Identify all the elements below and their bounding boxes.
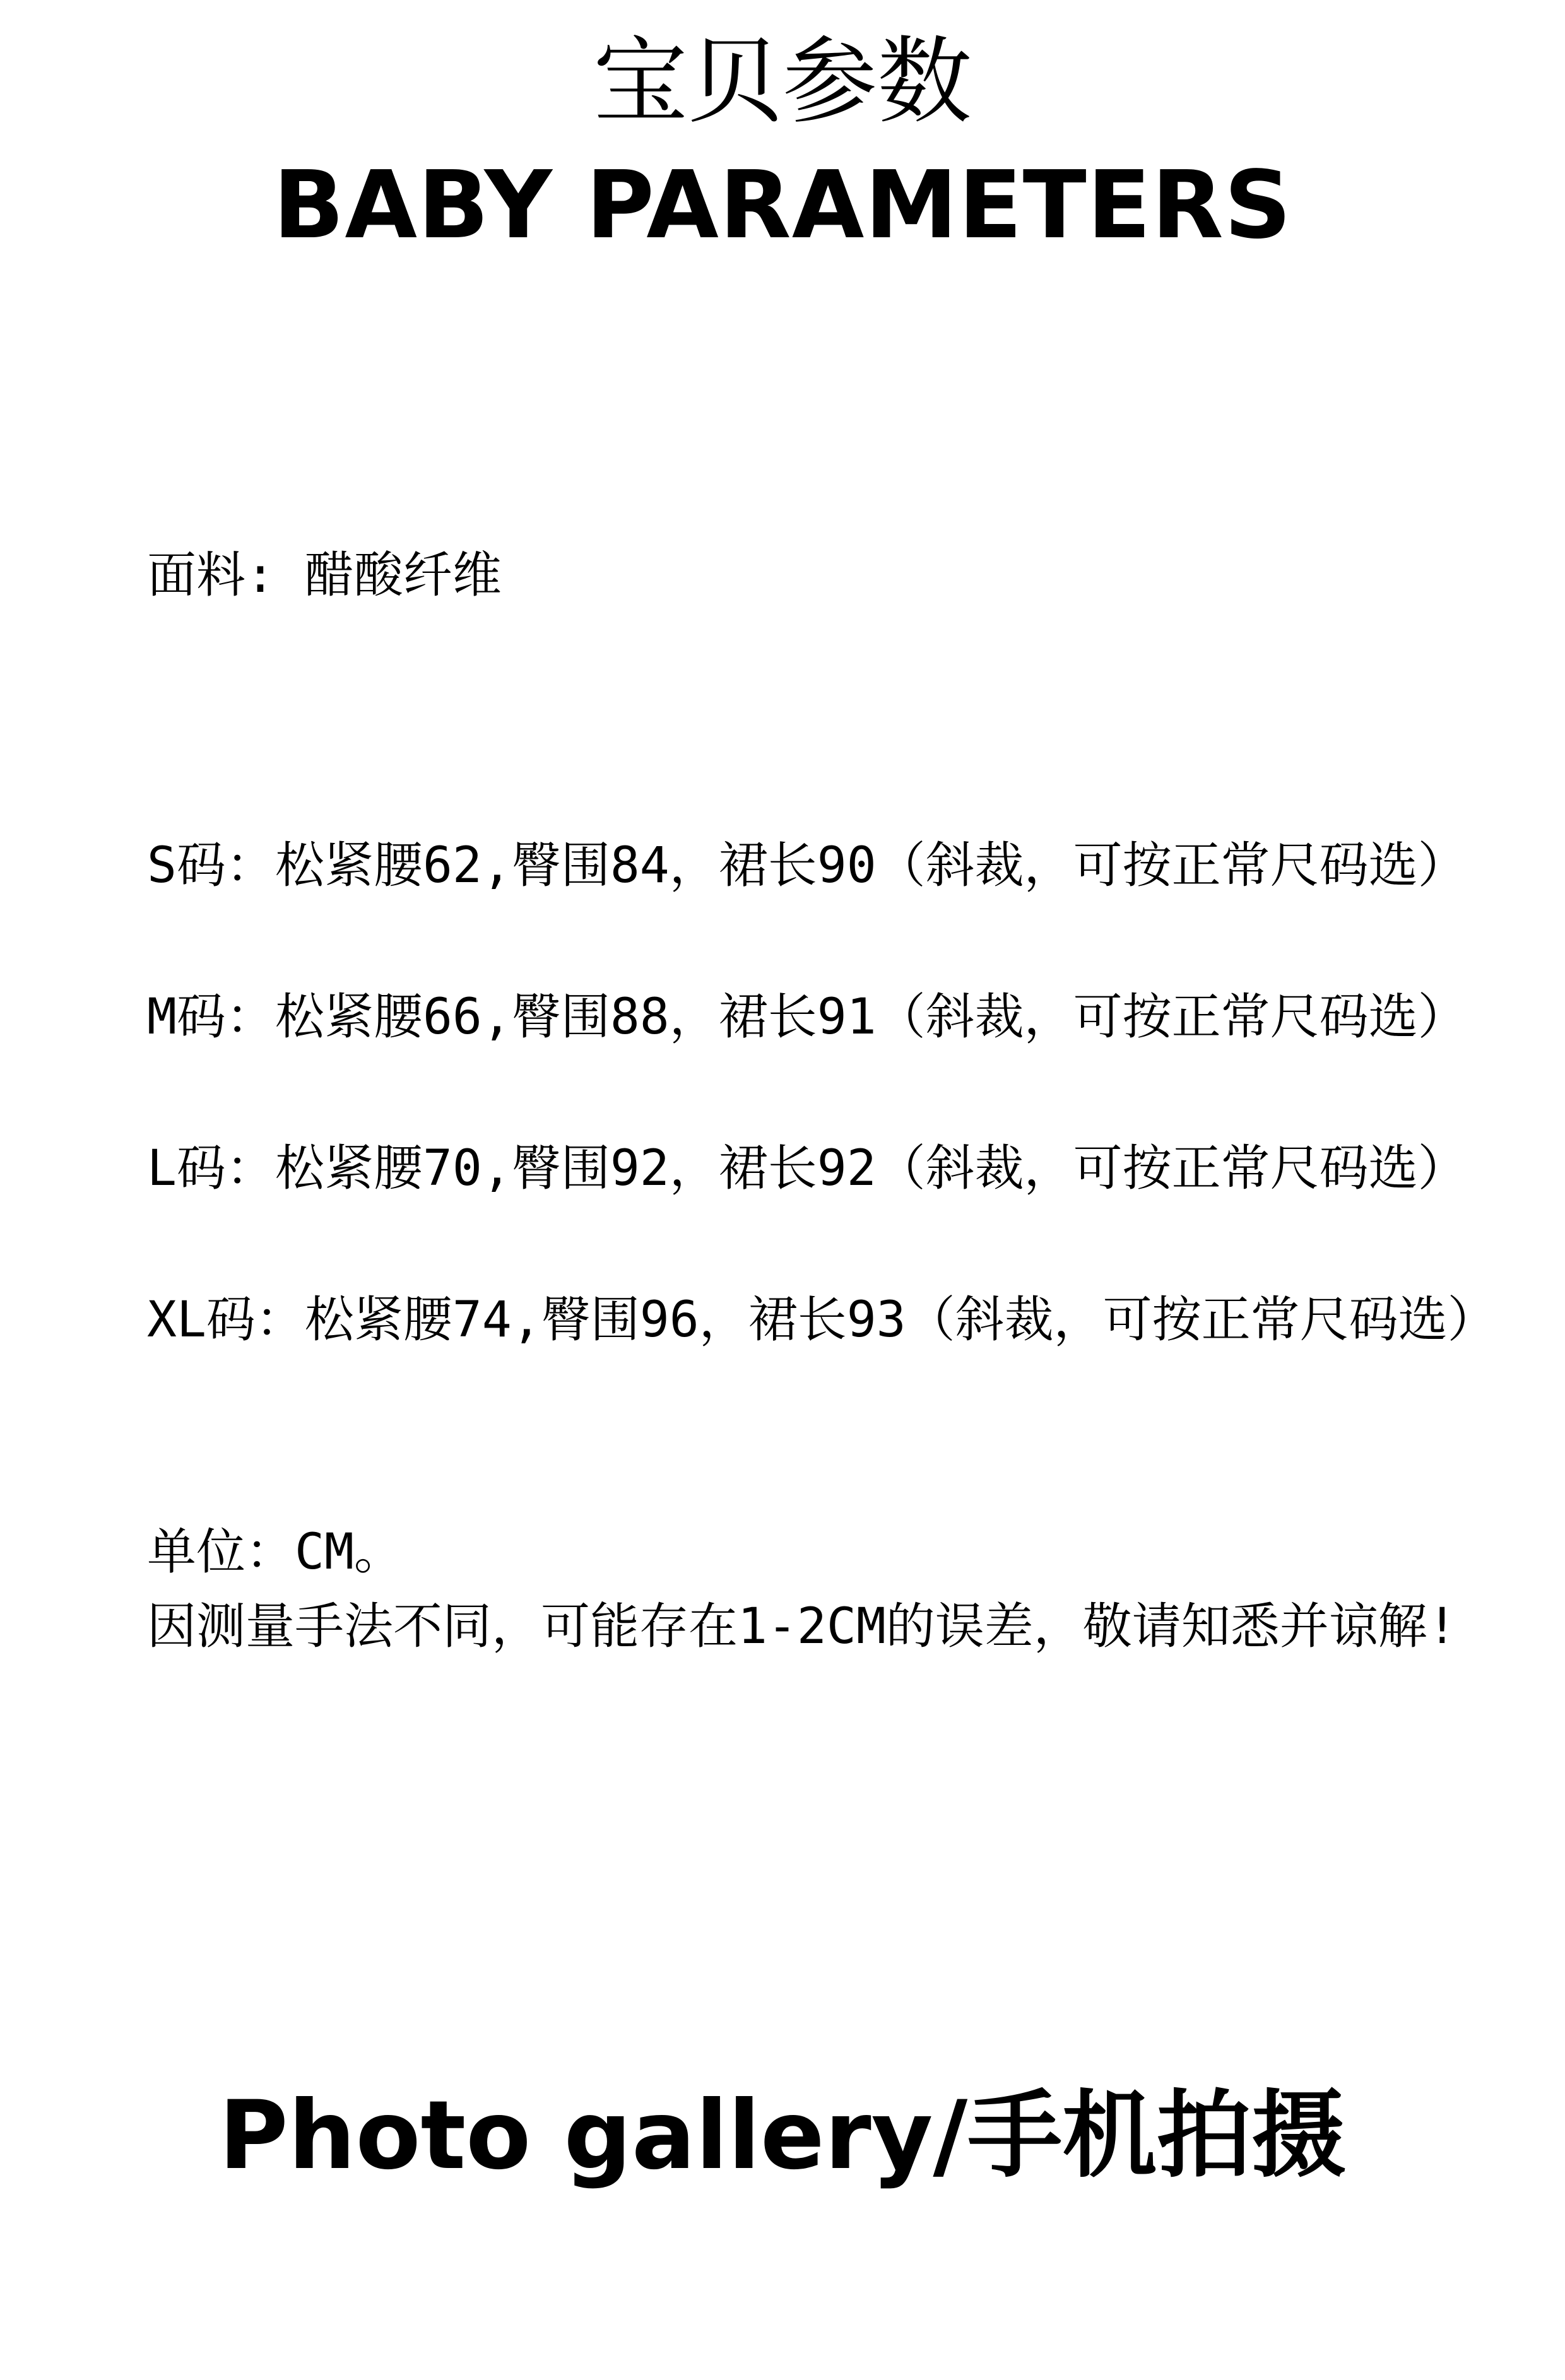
material-line: 面料: 醋酸纤维 — [147, 547, 502, 604]
page-title-cn: 宝贝参数 — [593, 27, 972, 137]
photo-gallery-heading: Photo gallery/手机拍摄 — [218, 2081, 1347, 2191]
size-row-l: L码：松紧腰70,臀围92，裙长92（斜裁，可按正常尺码选） — [147, 1140, 1467, 1197]
size-row-xl: XL码：松紧腰74,臀围96，裙长93（斜裁，可按正常尺码选） — [147, 1292, 1497, 1348]
size-row-s: S码：松紧腰62,臀围84，裙长90（斜裁，可按正常尺码选） — [147, 837, 1467, 894]
unit-note: 单位：CM。 — [147, 1524, 403, 1581]
measurement-disclaimer: 因测量手法不同，可能存在1-2CM的误差，敬请知悉并谅解! — [147, 1598, 1457, 1655]
size-row-m: M码：松紧腰66,臀围88，裙长91（斜裁，可按正常尺码选） — [147, 989, 1467, 1046]
page-title-en: BABY PARAMETERS — [273, 151, 1292, 259]
